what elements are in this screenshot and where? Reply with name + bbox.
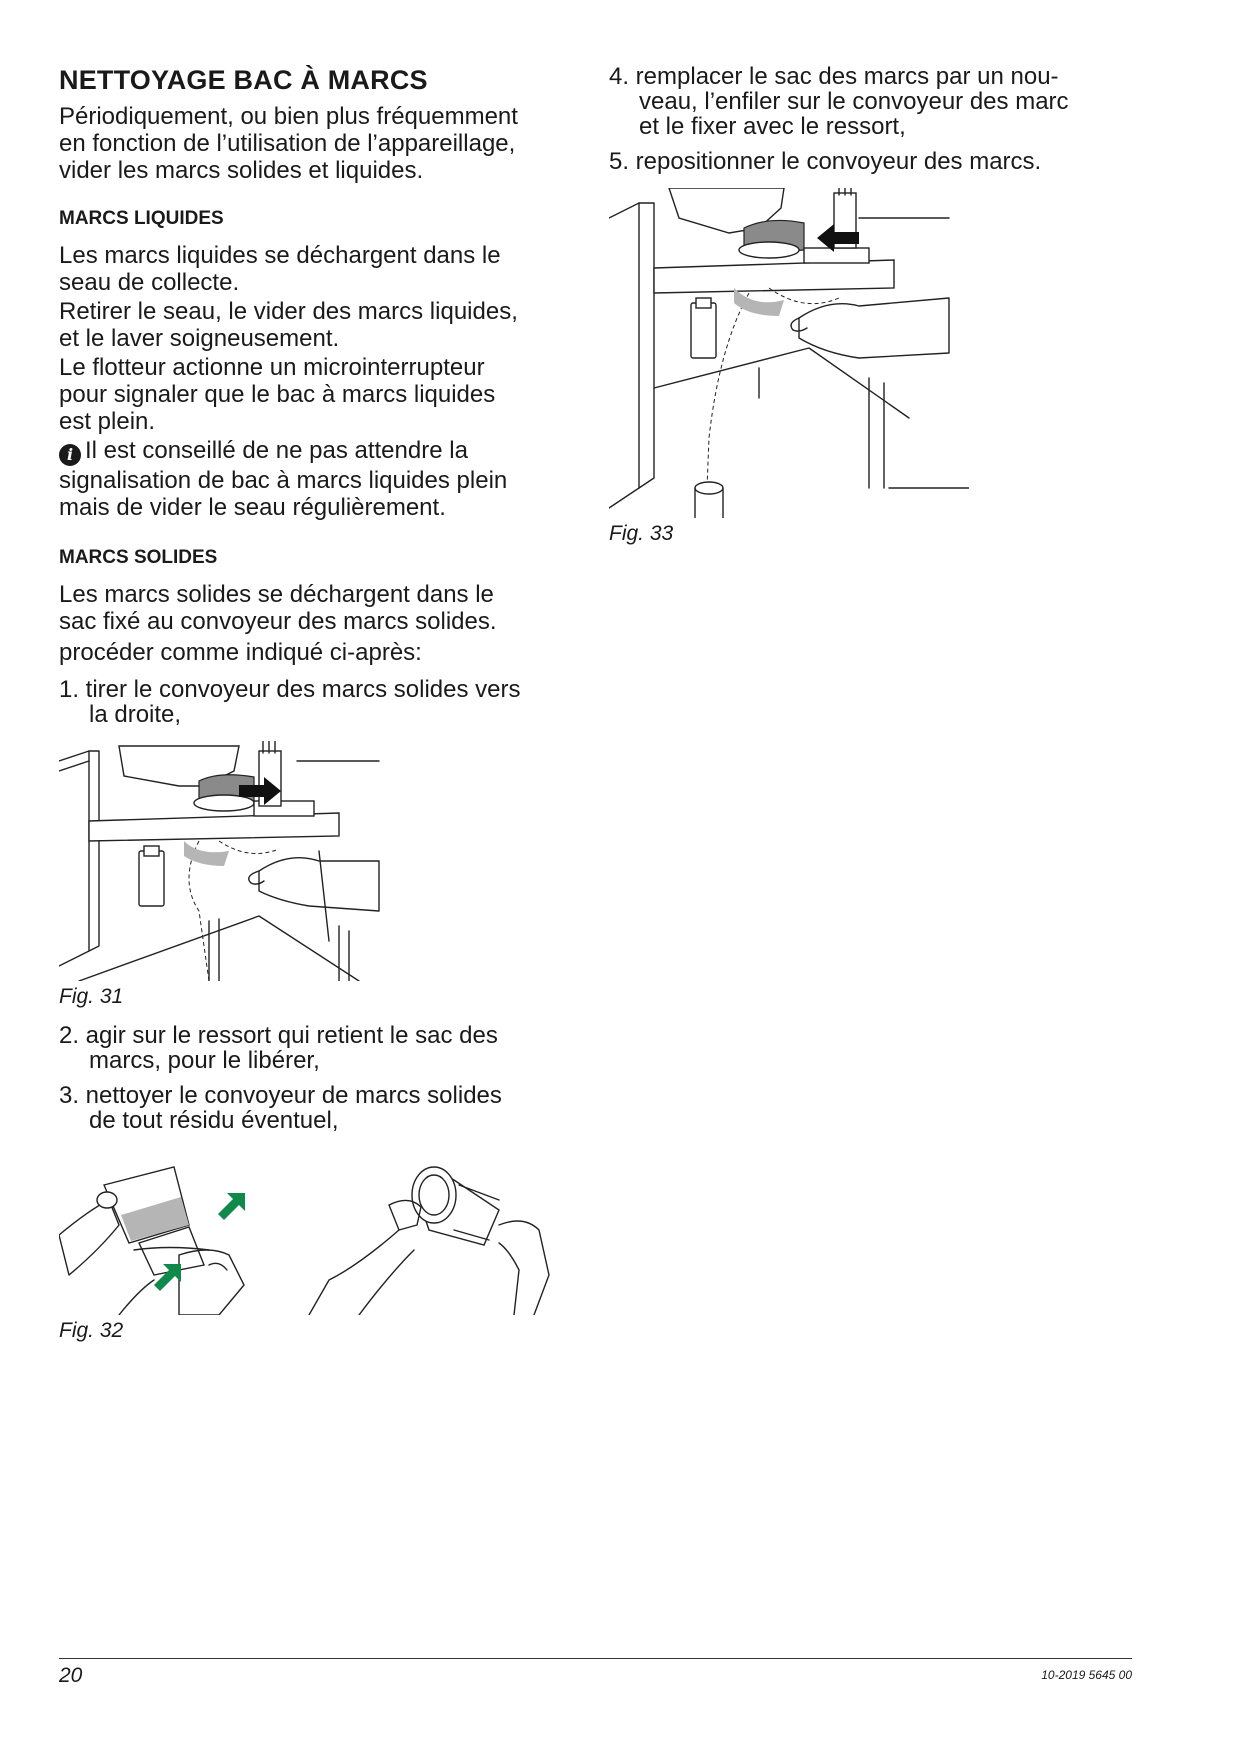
fig32-illustration: [59, 1155, 569, 1315]
section-heading-liquid: MARCS LIQUIDES: [59, 208, 224, 229]
page-title: NETTOYAGE BAC À MARCS: [59, 65, 428, 95]
intro-line: Périodiquement, ou bien plus fréquemment: [59, 103, 518, 130]
section-heading-solid: MARCS SOLIDES: [59, 547, 218, 568]
figure-caption: Fig. 33: [609, 522, 674, 545]
step-line: la droite,: [89, 701, 182, 728]
figure-32: [59, 1155, 589, 1343]
liquid-note: [59, 438, 589, 520]
solid-paragraph-1: [59, 582, 589, 634]
step-3: [59, 1083, 589, 1133]
step-line: 2. agir sur le ressort qui retient le sac des: [59, 1022, 498, 1049]
step-4: [609, 64, 1149, 139]
note-text: Il est conseillé de ne pas attendre la: [85, 437, 468, 464]
figure-31: [59, 741, 589, 1009]
note-line: [59, 438, 589, 466]
fig33-illustration: [609, 188, 969, 518]
step-line: de tout résidu éventuel,: [89, 1107, 339, 1134]
page-number: 20: [59, 1664, 83, 1687]
note-line: mais de vider le seau régulièrement.: [59, 494, 446, 521]
text-line: sac fixé au convoyeur des marcs solides.: [59, 608, 497, 635]
text-line: Retirer le seau, le vider des marcs liquides,: [59, 298, 518, 325]
liquid-paragraph-2: [59, 299, 589, 351]
step-line: marcs, pour le libérer,: [89, 1047, 320, 1074]
intro-line: vider les marcs solides et liquides.: [59, 157, 424, 184]
left-column: [59, 62, 589, 1343]
step-line: 4. remplacer le sac des marcs par un nou-: [609, 63, 1059, 90]
solid-paragraph-2: procéder comme indiqué ci-après:: [59, 639, 422, 666]
text-line: seau de collecte.: [59, 269, 240, 296]
step-5: [609, 149, 1149, 174]
liquid-paragraph-3: [59, 355, 589, 434]
fig31-illustration: [59, 741, 419, 981]
step-line: veau, l’enfiler sur le convoyeur des marc: [639, 88, 1069, 115]
footer-divider: [59, 1658, 1132, 1659]
step-line: et le fixer avec le ressort,: [639, 113, 906, 140]
step-line: 5. repositionner le convoyeur des marcs.: [609, 148, 1042, 175]
intro-line: en fonction de l’utilisation de l’appareillage,: [59, 130, 516, 157]
figure-caption: Fig. 31: [59, 985, 124, 1008]
step-2: [59, 1023, 589, 1073]
text-line: est plein.: [59, 408, 156, 435]
text-line: Les marcs solides se déchargent dans le: [59, 581, 494, 608]
step-line: 1. tirer le convoyeur des marcs solides vers: [59, 676, 521, 703]
figure-33: [609, 188, 1149, 546]
text-line: pour signaler que le bac à marcs liquides: [59, 381, 496, 408]
liquid-paragraph-1: [59, 243, 589, 295]
text-line: Les marcs liquides se déchargent dans le: [59, 242, 501, 269]
document-code: 10-2019 5645 00: [1041, 1668, 1132, 1682]
green-arrow-icon: [218, 1193, 245, 1220]
right-column: [609, 62, 1149, 546]
note-line: signalisation de bac à marcs liquides plein: [59, 467, 508, 494]
text-line: Le flotteur actionne un microinterrupteur: [59, 354, 485, 381]
text-line: et le laver soigneusement.: [59, 325, 340, 352]
step-line: 3. nettoyer le convoyeur de marcs solides: [59, 1082, 502, 1109]
intro-paragraph: [59, 104, 589, 183]
figure-caption: Fig. 32: [59, 1319, 124, 1342]
step-1: [59, 677, 589, 727]
info-icon: i: [59, 444, 81, 466]
